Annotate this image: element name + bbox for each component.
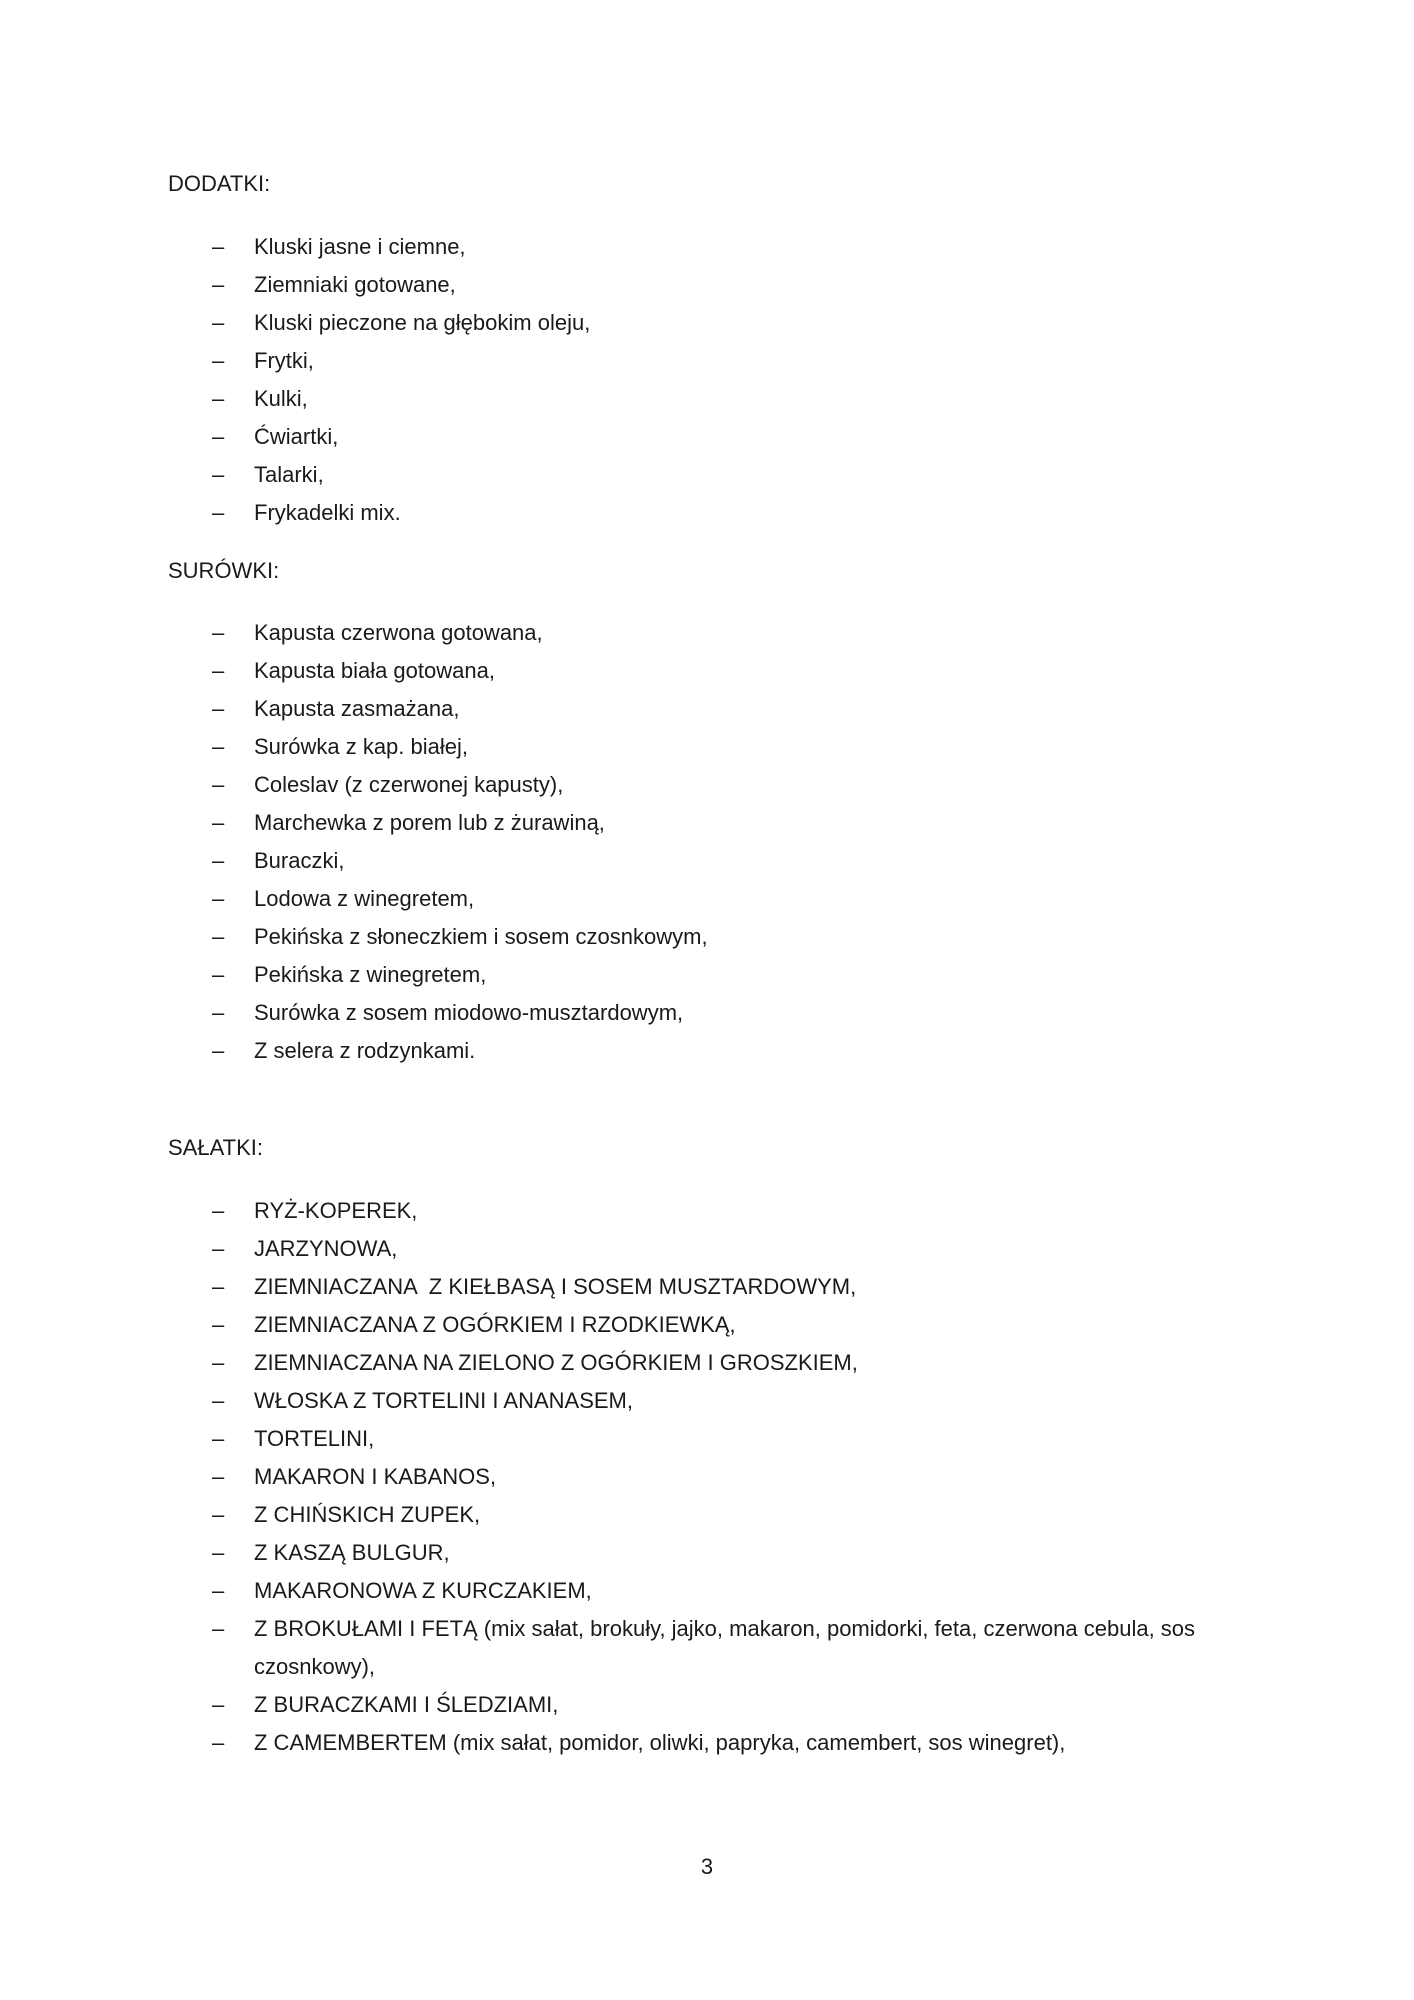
bullet-dash: – — [212, 1198, 225, 1223]
bullet-dash: – — [212, 1616, 225, 1641]
list-item — [212, 1534, 1262, 1572]
section-heading-surowki: SURÓWKI: — [168, 558, 280, 583]
list-item-text: MAKARONOWA Z KURCZAKIEM, — [254, 1578, 592, 1603]
list-surowki — [212, 614, 1262, 1070]
list-item-text: Kapusta zasmażana, — [254, 696, 460, 721]
page-number: 3 — [700, 1854, 714, 1879]
list-item-text: Z KASZĄ BULGUR, — [254, 1540, 450, 1565]
list-item — [212, 1572, 1262, 1610]
list-item — [212, 766, 1262, 804]
bullet-dash: – — [212, 962, 225, 987]
bullet-dash: – — [212, 1000, 225, 1025]
bullet-dash: – — [212, 848, 225, 873]
bullet-dash: – — [212, 424, 225, 449]
bullet-dash: – — [212, 272, 225, 297]
bullet-dash: – — [212, 1350, 225, 1375]
list-salatki — [212, 1192, 1262, 1762]
list-item-text: Ćwiartki, — [254, 424, 339, 449]
bullet-dash: – — [212, 696, 225, 721]
list-item-text: Frykadelki mix. — [254, 500, 401, 525]
list-item — [212, 1686, 1262, 1724]
list-item-text: Surówka z sosem miodowo-musztardowym, — [254, 1000, 684, 1025]
bullet-dash: – — [212, 310, 225, 335]
bullet-dash: – — [212, 658, 225, 683]
list-item-text: Kapusta czerwona gotowana, — [254, 620, 543, 645]
list-item-text: ZIEMNIACZANA Z OGÓRKIEM I RZODKIEWKĄ, — [254, 1312, 736, 1337]
list-item-text: Lodowa z winegretem, — [254, 886, 475, 911]
section-heading-dodatki: DODATKI: — [168, 171, 271, 196]
bullet-dash: – — [212, 1578, 225, 1603]
list-item-text: Pekińska z winegretem, — [254, 962, 487, 987]
list-item-text: Coleslav (z czerwonej kapusty), — [254, 772, 564, 797]
list-item — [212, 690, 1262, 728]
list-item-text: JARZYNOWA, — [254, 1236, 398, 1261]
list-item-text: ZIEMNIACZANA NA ZIELONO Z OGÓRKIEM I GROSZKIEM, — [254, 1350, 858, 1375]
list-item-text: Z CHIŃSKICH ZUPEK, — [254, 1502, 481, 1527]
list-item — [212, 228, 1262, 266]
list-item — [212, 1306, 1262, 1344]
list-item-text: ZIEMNIACZANA Z KIEŁBASĄ I SOSEM MUSZTARDOWYM, — [254, 1274, 857, 1299]
list-item — [212, 1724, 1262, 1762]
list-item-text: Surówka z kap. białej, — [254, 734, 468, 759]
list-item — [212, 1382, 1262, 1420]
list-item — [212, 994, 1262, 1032]
list-item — [212, 1496, 1262, 1534]
list-item-text: Frytki, — [254, 348, 314, 373]
list-item-text: Buraczki, — [254, 848, 345, 873]
bullet-dash: – — [212, 234, 225, 259]
list-item — [212, 418, 1262, 456]
bullet-dash: – — [212, 1388, 225, 1413]
list-item-text: Kulki, — [254, 386, 308, 411]
list-item — [212, 1192, 1262, 1230]
list-item-text: Kluski pieczone na głębokim oleju, — [254, 310, 591, 335]
list-item-text: Z BROKUŁAMI I FETĄ (mix sałat, brokuły, jajko, makaron, pomidorki, feta, czerwona cebula, sos czosnkowy), — [254, 1616, 1196, 1679]
list-item — [212, 456, 1262, 494]
list-item-text: RYŻ-KOPEREK, — [254, 1198, 418, 1223]
bullet-dash: – — [212, 462, 225, 487]
list-item — [212, 918, 1262, 956]
list-item-text: Pekińska z słoneczkiem i sosem czosnkowym, — [254, 924, 708, 949]
list-item — [212, 1610, 1262, 1686]
list-item-text: Kapusta biała gotowana, — [254, 658, 495, 683]
bullet-dash: – — [212, 1502, 225, 1527]
list-item-text: Z selera z rodzynkami. — [254, 1038, 476, 1063]
bullet-dash: – — [212, 886, 225, 911]
bullet-dash: – — [212, 1464, 225, 1489]
bullet-dash: – — [212, 924, 225, 949]
list-item — [212, 842, 1262, 880]
list-item — [212, 956, 1262, 994]
list-item — [212, 1420, 1262, 1458]
list-item — [212, 494, 1262, 532]
list-item-text: Talarki, — [254, 462, 324, 487]
bullet-dash: – — [212, 1274, 225, 1299]
bullet-dash: – — [212, 810, 225, 835]
bullet-dash: – — [212, 386, 225, 411]
list-item-text: WŁOSKA Z TORTELINI I ANANASEM, — [254, 1388, 633, 1413]
section-heading-salatki: SAŁATKI: — [168, 1135, 263, 1160]
bullet-dash: – — [212, 772, 225, 797]
list-item — [212, 304, 1262, 342]
bullet-dash: – — [212, 1038, 225, 1063]
bullet-dash: – — [212, 1692, 225, 1717]
bullet-dash: – — [212, 1730, 225, 1755]
list-item-text: Z BURACZKAMI I ŚLEDZIAMI, — [254, 1692, 559, 1717]
list-item — [212, 380, 1262, 418]
list-item — [212, 728, 1262, 766]
bullet-dash: – — [212, 1236, 225, 1261]
list-item — [212, 614, 1262, 652]
list-item — [212, 266, 1262, 304]
bullet-dash: – — [212, 620, 225, 645]
list-item-text: Marchewka z porem lub z żurawiną, — [254, 810, 605, 835]
list-item — [212, 652, 1262, 690]
list-item — [212, 1268, 1262, 1306]
bullet-dash: – — [212, 348, 225, 373]
bullet-dash: – — [212, 734, 225, 759]
bullet-dash: – — [212, 1426, 225, 1451]
bullet-dash: – — [212, 1540, 225, 1565]
list-item — [212, 880, 1262, 918]
bullet-dash: – — [212, 500, 225, 525]
bullet-dash: – — [212, 1312, 225, 1337]
list-item-text: MAKARON I KABANOS, — [254, 1464, 497, 1489]
list-item-text: Kluski jasne i ciemne, — [254, 234, 466, 259]
list-item-text: Ziemniaki gotowane, — [254, 272, 456, 297]
list-item — [212, 342, 1262, 380]
list-item-text: TORTELINI, — [254, 1426, 375, 1451]
list-item — [212, 804, 1262, 842]
list-dodatki — [212, 228, 1262, 532]
list-item — [212, 1032, 1262, 1070]
list-item-text: Z CAMEMBERTEM (mix sałat, pomidor, oliwki, papryka, camembert, sos winegret), — [254, 1730, 1066, 1755]
list-item — [212, 1458, 1262, 1496]
list-item — [212, 1344, 1262, 1382]
list-item — [212, 1230, 1262, 1268]
